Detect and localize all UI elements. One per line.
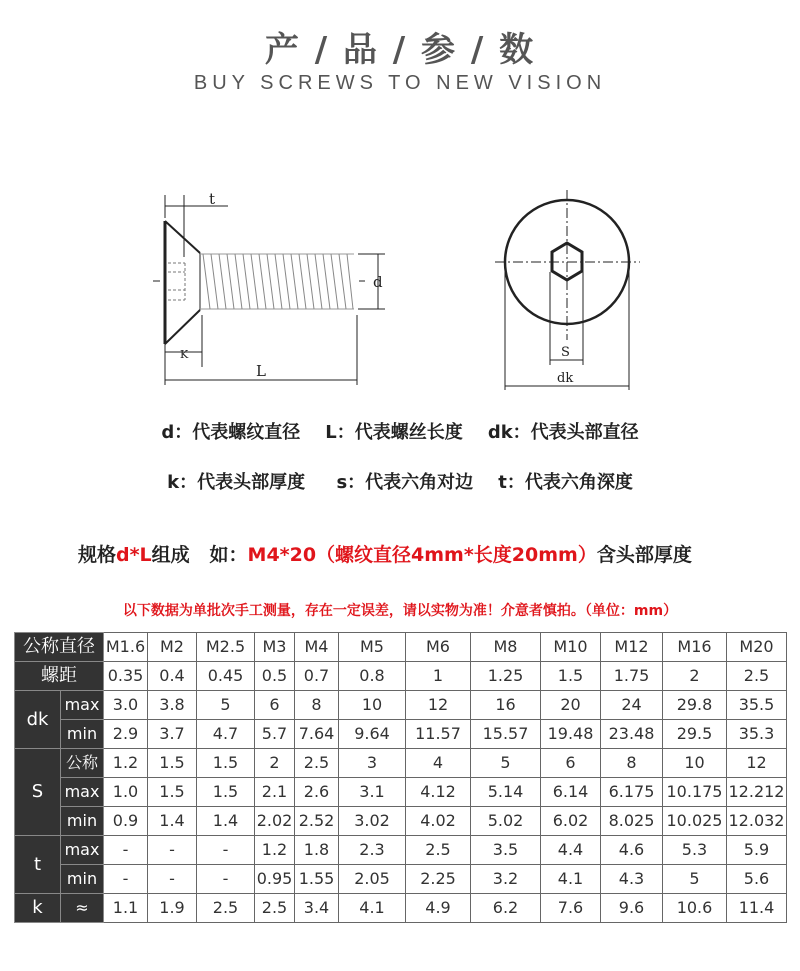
- spec-middle: 组成 如：: [151, 544, 248, 566]
- table-cell: 3.02: [339, 807, 406, 836]
- table-cell: 4.1: [339, 894, 406, 923]
- table-cell: 2.52: [295, 807, 339, 836]
- label-dk: dk: [557, 371, 574, 386]
- table-cell: M8: [471, 633, 541, 662]
- sub-header: min: [61, 807, 104, 836]
- table-cell: 8: [295, 691, 339, 720]
- table-cell: -: [148, 865, 197, 894]
- table-cell: 6: [541, 749, 601, 778]
- top-view-drawing: [495, 190, 640, 390]
- spec-example: M4*20（螺纹直径4mm*长度20mm）: [247, 544, 597, 566]
- group-header: t: [15, 836, 61, 894]
- table-cell: 5.7: [255, 720, 295, 749]
- table-cell: 8.025: [601, 807, 663, 836]
- table-cell: 10.025: [663, 807, 727, 836]
- pitch-row: [15, 662, 787, 691]
- table-cell: 3.7: [148, 720, 197, 749]
- table-cell: 10.6: [663, 894, 727, 923]
- table-cell: 1.4: [197, 807, 255, 836]
- table-cell: 12: [406, 691, 471, 720]
- t-max-row: [15, 836, 787, 865]
- spec-format-line: [78, 540, 692, 567]
- table-cell: 8: [601, 749, 663, 778]
- table-cell: 10.175: [663, 778, 727, 807]
- table-cell: 10: [339, 691, 406, 720]
- label-t: t: [209, 190, 216, 208]
- table-cell: M12: [601, 633, 663, 662]
- table-cell: M5: [339, 633, 406, 662]
- table-cell: 2.5: [197, 894, 255, 923]
- table-cell: 3.2: [471, 865, 541, 894]
- table-cell: 3.1: [339, 778, 406, 807]
- measurement-note: 以下数据为单批次手工测量，存在一定误差，请以实物为准！介意者慎拍。（单位：mm）: [122, 603, 678, 619]
- table-cell: 1.1: [104, 894, 148, 923]
- row-header: 公称直径: [15, 633, 104, 662]
- legend-row-2: k：代表头部厚度 s：代表六角对边 t：代表六角深度: [167, 472, 633, 493]
- table-cell: 4.7: [197, 720, 255, 749]
- table-cell: -: [104, 865, 148, 894]
- k-row: [15, 894, 787, 923]
- table-cell: M10: [541, 633, 601, 662]
- table-cell: 6.14: [541, 778, 601, 807]
- table-cell: 15.57: [471, 720, 541, 749]
- table-cell: 9.6: [601, 894, 663, 923]
- table-cell: 0.8: [339, 662, 406, 691]
- table-cell: 35.3: [727, 720, 787, 749]
- label-L: L: [256, 362, 266, 380]
- table-cell: 2.9: [104, 720, 148, 749]
- sub-header: min: [61, 865, 104, 894]
- table-cell: 4.02: [406, 807, 471, 836]
- table-cell: 5.6: [727, 865, 787, 894]
- table-cell: 1.5: [148, 778, 197, 807]
- spec-table: [14, 632, 787, 923]
- page-title: 产 / 品 / 参 / 数: [264, 30, 536, 70]
- table-cell: -: [148, 836, 197, 865]
- table-cell: 2.6: [295, 778, 339, 807]
- table-cell: 4.4: [541, 836, 601, 865]
- dk-min-row: [15, 720, 787, 749]
- table-cell: 0.45: [197, 662, 255, 691]
- table-cell: 2.5: [295, 749, 339, 778]
- table-cell: 10: [663, 749, 727, 778]
- size-row: [15, 633, 787, 662]
- table-cell: 4.6: [601, 836, 663, 865]
- sub-header: ≈: [61, 894, 104, 923]
- table-cell: 12.212: [727, 778, 787, 807]
- table-cell: -: [104, 836, 148, 865]
- table-cell: 0.95: [255, 865, 295, 894]
- dk-max-row: [15, 691, 787, 720]
- table-cell: M1.6: [104, 633, 148, 662]
- table-cell: 29.8: [663, 691, 727, 720]
- table-cell: 1.25: [471, 662, 541, 691]
- table-cell: 1.4: [148, 807, 197, 836]
- table-cell: M20: [727, 633, 787, 662]
- table-cell: 1.5: [197, 778, 255, 807]
- group-header: S: [15, 749, 61, 836]
- table-cell: 16: [471, 691, 541, 720]
- table-cell: 1.9: [148, 894, 197, 923]
- table-cell: 5.9: [727, 836, 787, 865]
- table-cell: 1.8: [295, 836, 339, 865]
- table-cell: 1.55: [295, 865, 339, 894]
- table-cell: 5.14: [471, 778, 541, 807]
- table-cell: 2.3: [339, 836, 406, 865]
- table-cell: 0.4: [148, 662, 197, 691]
- table-cell: 11.57: [406, 720, 471, 749]
- table-cell: 7.64: [295, 720, 339, 749]
- legend-row-1: d：代表螺纹直径 L：代表螺丝长度 dk：代表头部直径: [161, 422, 639, 443]
- table-cell: M16: [663, 633, 727, 662]
- table-cell: 1.5: [197, 749, 255, 778]
- group-header: k: [15, 894, 61, 923]
- table-cell: 9.64: [339, 720, 406, 749]
- table-cell: 12.032: [727, 807, 787, 836]
- table-cell: -: [197, 836, 255, 865]
- table-cell: 1.5: [541, 662, 601, 691]
- table-cell: 3.8: [148, 691, 197, 720]
- row-header: 螺距: [15, 662, 104, 691]
- table-cell: 6: [255, 691, 295, 720]
- table-cell: 4: [406, 749, 471, 778]
- table-cell: 7.6: [541, 894, 601, 923]
- spec-suffix: 含头部厚度: [596, 544, 692, 566]
- s-nominal-row: [15, 749, 787, 778]
- table-cell: 2.5: [727, 662, 787, 691]
- page-subtitle: BUY SCREWS TO NEW VISION: [193, 72, 607, 94]
- label-s: S: [561, 345, 570, 360]
- table-cell: 24: [601, 691, 663, 720]
- table-cell: 1.0: [104, 778, 148, 807]
- table-cell: 2: [663, 662, 727, 691]
- table-cell: 3: [339, 749, 406, 778]
- screw-diagram: [0, 0, 800, 400]
- table-cell: 5.02: [471, 807, 541, 836]
- s-min-row: [15, 807, 787, 836]
- table-cell: 5: [471, 749, 541, 778]
- table-cell: 2.5: [406, 836, 471, 865]
- sub-header: min: [61, 720, 104, 749]
- sub-header: max: [61, 836, 104, 865]
- sub-header: 公称: [61, 749, 104, 778]
- spec-formula: d*L: [116, 544, 152, 566]
- table-cell: 2.1: [255, 778, 295, 807]
- table-cell: M3: [255, 633, 295, 662]
- sub-header: max: [61, 778, 104, 807]
- table-cell: 6.2: [471, 894, 541, 923]
- table-cell: 3.4: [295, 894, 339, 923]
- table-cell: 19.48: [541, 720, 601, 749]
- table-cell: 1.5: [148, 749, 197, 778]
- sub-header: max: [61, 691, 104, 720]
- table-cell: 0.9: [104, 807, 148, 836]
- table-cell: 2.25: [406, 865, 471, 894]
- table-cell: M2.5: [197, 633, 255, 662]
- t-min-row: [15, 865, 787, 894]
- table-cell: 2.02: [255, 807, 295, 836]
- group-header: dk: [15, 691, 61, 749]
- table-cell: 4.9: [406, 894, 471, 923]
- spec-prefix: 规格: [78, 544, 117, 566]
- table-cell: 5: [197, 691, 255, 720]
- table-cell: 0.7: [295, 662, 339, 691]
- table-cell: -: [197, 865, 255, 894]
- table-cell: 1.75: [601, 662, 663, 691]
- table-cell: 12: [727, 749, 787, 778]
- label-k: K: [180, 348, 189, 361]
- table-cell: 3.0: [104, 691, 148, 720]
- table-cell: 11.4: [727, 894, 787, 923]
- table-cell: 20: [541, 691, 601, 720]
- table-cell: 29.5: [663, 720, 727, 749]
- table-cell: 3.5: [471, 836, 541, 865]
- table-cell: 2.5: [255, 894, 295, 923]
- table-cell: 6.02: [541, 807, 601, 836]
- table-cell: M2: [148, 633, 197, 662]
- table-cell: 0.35: [104, 662, 148, 691]
- table-cell: 4.1: [541, 865, 601, 894]
- table-cell: M4: [295, 633, 339, 662]
- table-cell: 4.12: [406, 778, 471, 807]
- table-cell: 23.48: [601, 720, 663, 749]
- table-cell: 5: [663, 865, 727, 894]
- table-cell: 2: [255, 749, 295, 778]
- label-d: d: [373, 273, 383, 291]
- table-cell: 1.2: [255, 836, 295, 865]
- table-cell: 1: [406, 662, 471, 691]
- table-cell: 5.3: [663, 836, 727, 865]
- s-max-row: [15, 778, 787, 807]
- table-cell: 2.05: [339, 865, 406, 894]
- table-cell: M6: [406, 633, 471, 662]
- table-cell: 35.5: [727, 691, 787, 720]
- table-cell: 1.2: [104, 749, 148, 778]
- table-cell: 4.3: [601, 865, 663, 894]
- table-cell: 0.5: [255, 662, 295, 691]
- table-cell: 6.175: [601, 778, 663, 807]
